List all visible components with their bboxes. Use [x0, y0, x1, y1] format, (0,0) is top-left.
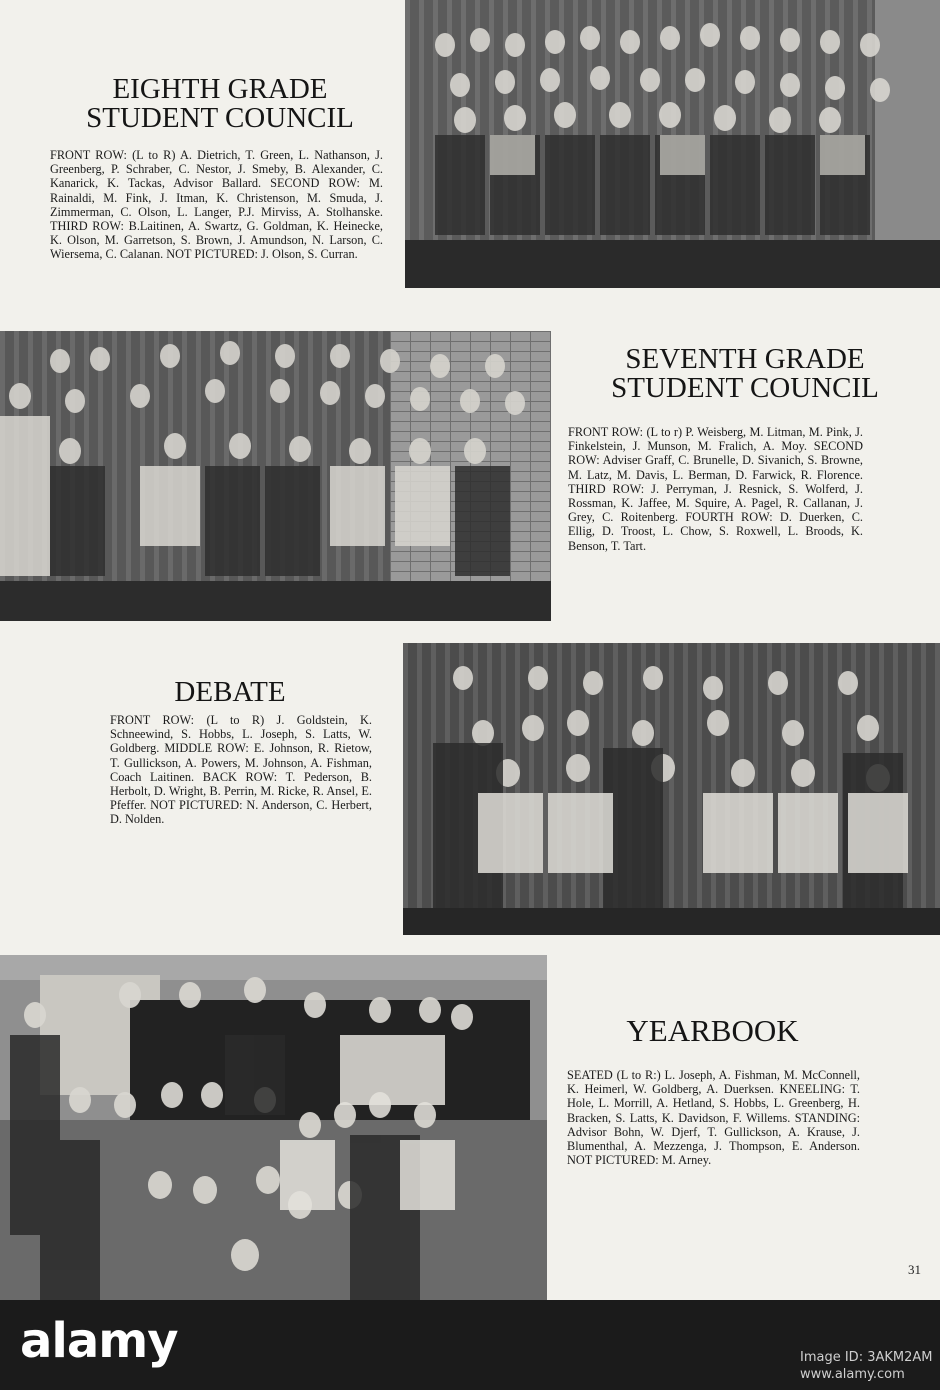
- yearbook-heading: [565, 1015, 860, 1046]
- seventh-grade-heading: [555, 345, 935, 403]
- seventh-grade-caption: FRONT ROW: (L to r) P. Weisberg, M. Litman, M. Pink, J. Finkelstein, J. Munson, M. Fralich, A. Moy. SECOND ROW: Adviser Graff, C. Brunelle, D. Sivanich, S. Browne, M. Latz, M. Davis, L. Berman, D. Farwick, R. Florence. THIRD ROW: J. Perryman, J. Resnick, S. Wolferd, J. Rossman, K. Jaffee, M. Squire, A. Pagel, R. Callanan, J. Grey, C. Roitenberg. FOURTH ROW: D. Duerken, C. Ellig, D. Troost, L. Chow, S. Roxwell, L. Broods, K. Benson, T. Tart.: [568, 425, 863, 553]
- banner-image-id: Image ID: 3AKM2AM: [800, 1350, 933, 1365]
- yearbook-heading-line1: YEARBOOK: [626, 1013, 799, 1048]
- eighth-grade-heading-line2: STUDENT COUNCIL: [86, 102, 354, 134]
- seventh-grade-heading-line2: STUDENT COUNCIL: [611, 372, 879, 404]
- debate-heading: [115, 678, 345, 707]
- debate-caption: FRONT ROW: (L to R) J. Goldstein, K. Schneewind, S. Hobbs, L. Joseph, S. Latts, W. Goldberg. MIDDLE ROW: E. Johnson, R. Rietow, T. Gullickson, A. Powers, M. Johnson, A. Fishman, Coach Laitinen. BACK ROW: T. Pederson, B. Herbolt, D. Wright, B. Perrin, M. Ricke, R. Ansel, E. Pfeffer. NOT PICTURED: N. Anderson, C. Herbert, D. Nolden.: [110, 713, 372, 827]
- page-number: 31: [908, 1262, 921, 1277]
- banner-logo: alamy: [20, 1313, 178, 1369]
- seventh-grade-council-photo: [0, 331, 551, 621]
- eighth-grade-heading-line1: EIGHTH GRADE: [112, 73, 328, 105]
- eighth-grade-council-photo: [405, 0, 940, 288]
- eighth-grade-heading: [40, 75, 400, 133]
- eighth-grade-caption: FRONT ROW: (L to R) A. Dietrich, T. Green, L. Nathanson, J. Greenberg, P. Schraber, C. Nestor, J. Smeby, B. Alexander, C. Kanarick, K. Tackas, Advisor Ballard. SECOND ROW: M. Rainaldi, M. Fink, J. Itman, K. Christenson, M. Smuda, J. Zimmerman, C. Olson, L. Langer, P.J. Mirviss, A. Stolhanske. THIRD ROW: B.Laitinen, A. Swartz, G. Goldman, K. Heinecke, K. Olson, M. Garretson, S. Brown, J. Amundson, N. Larson, C. Wiersema, C. Calanan. NOT PICTURED: J. Olson, S. Curran.: [50, 148, 383, 262]
- yearbook-staff-photo: [0, 955, 547, 1300]
- debate-heading-line1: DEBATE: [174, 676, 286, 708]
- debate-photo: [403, 643, 940, 935]
- banner-url: www.alamy.com: [800, 1367, 905, 1382]
- yearbook-caption: SEATED (L to R:) L. Joseph, A. Fishman, M. McConnell, K. Heimerl, W. Goldberg, A. Duerksen. KNEELING: T. Hole, L. Morrill, A. Hetland, S. Hobbs, L. Greenberg, H. Bracken, S. Latts, K. Davidson, F. Willems. STANDING: Advisor Bohn, W. Djerf, T. Gullickson, A. Krause, J. Blumenthal, A. Mezzenga, J. Thompson, E. Anderson. NOT PICTURED: M. Arney.: [567, 1068, 860, 1168]
- seventh-grade-heading-line1: SEVENTH GRADE: [625, 343, 865, 375]
